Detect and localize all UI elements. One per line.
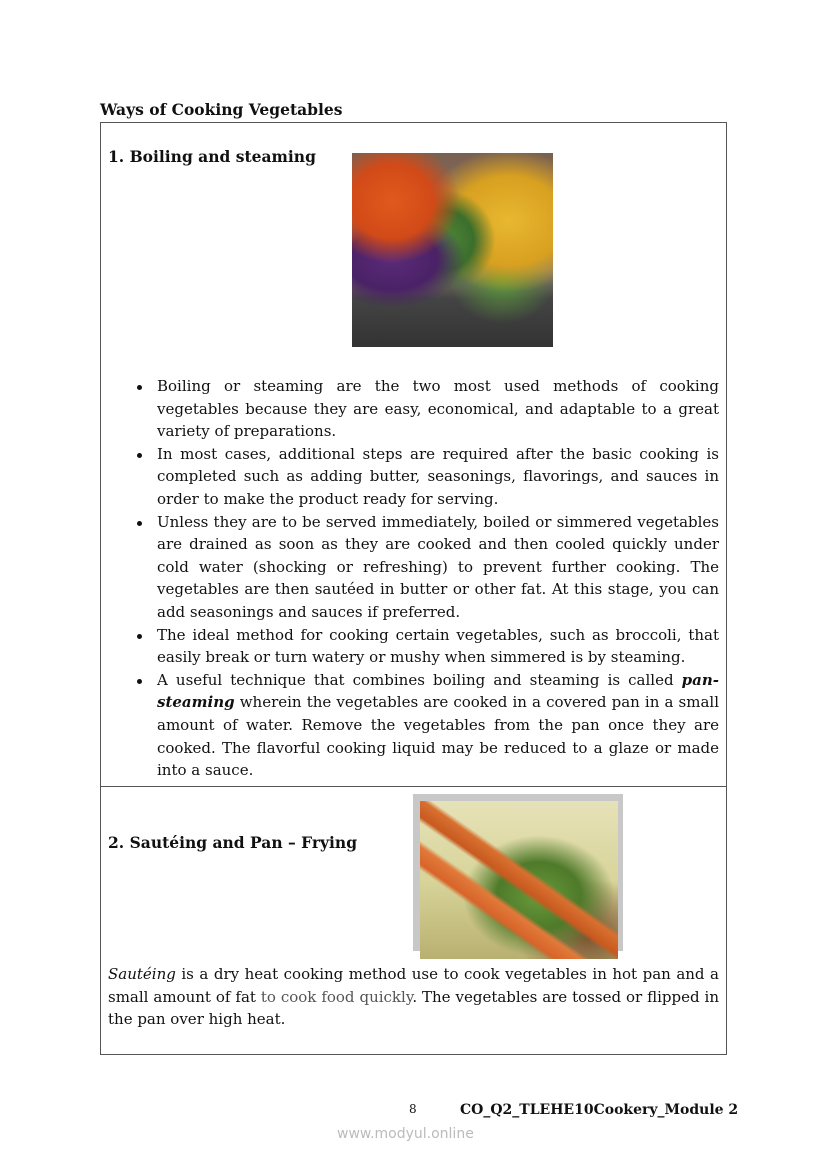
text: A useful technique that combines boiling and steaming is called [157, 670, 682, 689]
content-table [100, 122, 727, 1055]
watermark: www.modyul.online [337, 1126, 474, 1142]
section-boiling-steaming [101, 123, 726, 787]
section-heading: 1. Boiling and steaming [108, 147, 316, 166]
list-item: Boiling or steaming are the two most used methods of cooking vegetables because they are easy, economical, and adaptable to a great variety of preparations. [157, 375, 719, 443]
text: is a dry heat cooking method use to cook vegetables in hot pan and a small amount of fat [108, 965, 719, 1006]
list-item: In most cases, additional steps are required after the basic cooking is completed such as adding butter, seasonings, flavorings, and sauces in order to make the product ready for serving. [157, 443, 719, 511]
steamed-vegetables-image [352, 153, 553, 347]
text: wherein the vegetables are cooked in a covered pan in a small amount of water. Remove the vegetables from the pan once they are cooked. The flavorful cooking liquid may be reduced to a glaze or made into a sauce. [157, 693, 719, 780]
section-sauteing [101, 787, 726, 1054]
list-item: Unless they are to be served immediately, boiled or simmered vegetables are drained as soon as they are cooked and then cooled quickly under cold water (shocking or refreshing) to prevent further cooking. The vegetables are then sautéed in butter or other fat. At this stage, you can add seasonings and sauces if preferred. [157, 511, 719, 624]
list-item [157, 669, 719, 782]
bullet-list [101, 375, 719, 782]
page-title: Ways of Cooking Vegetables [100, 100, 343, 119]
module-code: CO_Q2_TLEHE10Cookery_Module 2 [460, 1102, 739, 1118]
key-term: pan-steaming [157, 670, 719, 712]
key-term: Sautéing [108, 965, 176, 983]
text: . The vegetables are tossed or flipped in the pan over high heat. [108, 987, 719, 1029]
page-number: 8 [409, 1102, 417, 1116]
paragraph [108, 963, 719, 1031]
section-heading: 2. Sautéing and Pan – Frying [108, 833, 358, 852]
text: to cook food quickly [260, 987, 413, 1006]
sauteed-vegetables-image [420, 801, 618, 959]
list-item: The ideal method for cooking certain vegetables, such as broccoli, that easily break or turn watery or mushy when simmered is by steaming. [157, 624, 719, 669]
